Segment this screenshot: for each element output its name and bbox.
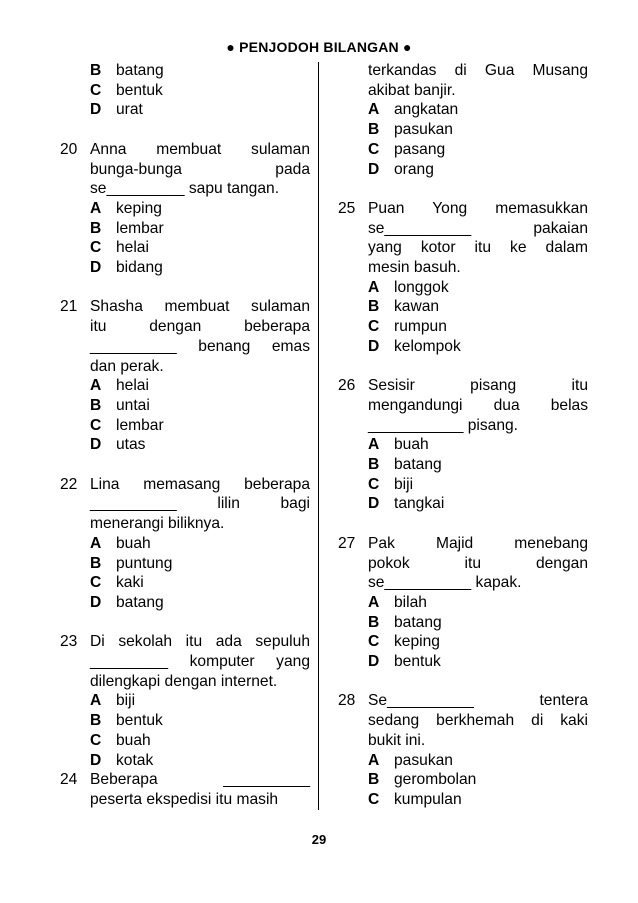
question-19-continuation: [60, 61, 310, 120]
option-text: kaki: [116, 574, 144, 592]
column-divider: [318, 62, 319, 810]
question-number: 23: [60, 633, 78, 651]
option[interactable]: [368, 140, 588, 160]
option-letter: C: [90, 731, 102, 749]
question-number: 25: [338, 199, 356, 217]
option-letter: D: [368, 337, 380, 355]
option-letter: C: [368, 140, 380, 158]
option[interactable]: [368, 337, 588, 357]
option-letter: C: [368, 790, 380, 808]
option-text: bilah: [394, 593, 427, 611]
question-20: [60, 140, 310, 278]
option[interactable]: [90, 711, 310, 731]
option-text: kelompok: [394, 337, 461, 355]
option-letter: B: [90, 396, 102, 414]
option[interactable]: [368, 120, 588, 140]
option-letter: A: [368, 278, 380, 296]
option[interactable]: [90, 376, 310, 396]
stem-line: __________ lilin bagi: [90, 495, 310, 513]
stem-line: dan perak.: [90, 357, 164, 375]
option[interactable]: [368, 475, 588, 495]
left-column: [60, 61, 310, 810]
stem-line: Lina memasang beberapa: [90, 475, 310, 493]
stem-line: mesin basuh.: [368, 259, 461, 277]
stem-line: Sesisir pisang itu: [368, 377, 588, 395]
option[interactable]: [90, 396, 310, 416]
question-stem: [368, 61, 588, 100]
stem-line: terkandas di Gua Musang: [368, 62, 588, 79]
option[interactable]: [90, 81, 310, 101]
option[interactable]: [90, 534, 310, 554]
option-letter: B: [368, 121, 380, 139]
stem-line: se__________ pakaian: [368, 219, 588, 237]
option-letter: A: [90, 199, 102, 217]
stem-line: sedang berkhemah di kaki: [368, 712, 588, 730]
stem-line: Se__________ tentera: [368, 692, 588, 710]
option[interactable]: [90, 199, 310, 219]
option[interactable]: [368, 613, 588, 633]
stem-line: dilengkapi dengan internet.: [90, 672, 278, 690]
option-letter: B: [90, 219, 102, 237]
option[interactable]: [368, 455, 588, 475]
option-text: tangkai: [394, 495, 445, 513]
question-number: 24: [60, 771, 78, 789]
option-text: batang: [116, 593, 164, 611]
page-number: 29: [311, 832, 327, 847]
option-letter: A: [368, 436, 380, 454]
option-letter: D: [368, 653, 380, 671]
option[interactable]: [368, 100, 588, 120]
option-text: longgok: [394, 278, 449, 296]
option[interactable]: [368, 652, 588, 672]
option[interactable]: [90, 100, 310, 120]
option[interactable]: [368, 317, 588, 337]
stem-line: yang kotor itu ke dalam: [368, 239, 588, 257]
option-text: bentuk: [394, 653, 441, 671]
question-stem: [368, 376, 588, 435]
option-text: buah: [116, 534, 151, 552]
option-text: batang: [394, 456, 442, 474]
option-text: pasang: [394, 140, 446, 158]
option[interactable]: [90, 554, 310, 574]
stem-line: Shasha membuat sulaman: [90, 298, 310, 316]
option-text: angkatan: [394, 101, 459, 119]
option-letter: C: [368, 633, 380, 651]
option[interactable]: [368, 632, 588, 652]
stem-line: Puan Yong memasukkan: [368, 199, 588, 217]
question-stem: [90, 140, 310, 199]
question-stem: [368, 691, 588, 750]
option-text: utas: [116, 436, 146, 454]
option-text: pasukan: [394, 121, 453, 139]
option-letter: A: [90, 534, 102, 552]
question-stem: [90, 475, 310, 534]
stem-line: peserta ekspedisi itu masih: [90, 790, 279, 808]
right-column: [338, 61, 588, 810]
stem-line: akibat banjir.: [368, 81, 456, 99]
option-letter: C: [90, 239, 102, 257]
option-letter: D: [90, 593, 102, 611]
option-letter: D: [368, 495, 380, 513]
option-text: bentuk: [116, 81, 163, 99]
question-stem: [90, 632, 310, 691]
option-letter: D: [90, 259, 102, 277]
option-letter: A: [90, 692, 102, 710]
option-letter: C: [90, 81, 102, 99]
question-number: 28: [338, 692, 356, 710]
stem-line: itu dengan beberapa: [90, 318, 310, 336]
stem-line: bukit ini.: [368, 731, 426, 749]
option[interactable]: [90, 416, 310, 436]
option-text: bidang: [116, 259, 163, 277]
question-25: [338, 199, 588, 357]
option-text: helai: [116, 239, 149, 257]
stem-line: Di sekolah itu ada sepuluh: [90, 633, 310, 651]
option[interactable]: [368, 751, 588, 771]
stem-line: bunga-bunga pada: [90, 160, 310, 178]
stem-line: se__________ kapak.: [368, 574, 522, 592]
page-header: ● PENJODOH BILANGAN ●: [226, 39, 412, 55]
option-letter: B: [90, 62, 102, 79]
option[interactable]: [90, 61, 310, 81]
option-text: helai: [116, 377, 149, 395]
option-text: rumpun: [394, 318, 447, 336]
option[interactable]: [90, 593, 310, 613]
option-text: orang: [394, 160, 434, 178]
option-letter: B: [368, 456, 380, 474]
stem-line: _________ komputer yang: [90, 653, 310, 671]
question-stem: [90, 297, 310, 376]
option[interactable]: [90, 573, 310, 593]
option[interactable]: [368, 770, 588, 790]
question-number: 26: [338, 377, 356, 395]
option-text: keping: [394, 633, 440, 651]
option-text: buah: [394, 436, 429, 454]
option[interactable]: [368, 593, 588, 613]
option[interactable]: [90, 238, 310, 258]
option-text: urat: [116, 101, 143, 119]
option-letter: D: [90, 101, 102, 119]
option-letter: B: [368, 298, 380, 316]
option[interactable]: [368, 790, 588, 810]
option-letter: A: [368, 593, 380, 611]
option-letter: B: [90, 712, 102, 730]
option-text: biji: [394, 475, 414, 493]
option-letter: C: [90, 416, 102, 434]
option-letter: B: [90, 554, 102, 572]
option-letter: D: [90, 436, 102, 454]
option-text: biji: [116, 692, 136, 710]
option-letter: A: [90, 377, 102, 395]
question-stem: [368, 534, 588, 593]
option-text: bentuk: [116, 712, 163, 730]
option-letter: C: [368, 318, 380, 336]
stem-line: Beberapa __________: [90, 771, 310, 789]
option-text: kotak: [116, 751, 154, 769]
question-26: [338, 376, 588, 514]
option[interactable]: [368, 494, 588, 514]
stem-line: pokok itu dengan: [368, 554, 588, 572]
question-number: 20: [60, 140, 78, 158]
stem-line: Anna membuat sulaman: [90, 140, 310, 158]
option[interactable]: [368, 435, 588, 455]
option-text: kawan: [394, 298, 440, 316]
question-22: [60, 475, 310, 613]
option[interactable]: [90, 751, 310, 771]
option[interactable]: [368, 160, 588, 180]
question-number: 27: [338, 534, 356, 552]
option[interactable]: [90, 691, 310, 711]
question-number: 22: [60, 475, 78, 493]
stem-line: mengandungi dua belas: [368, 396, 588, 414]
option[interactable]: [368, 297, 588, 317]
option-text: pasukan: [394, 751, 453, 769]
question-number: 21: [60, 298, 78, 316]
stem-line: se_________ sapu tangan.: [90, 180, 280, 198]
stem-line: ___________ pisang.: [368, 416, 519, 434]
option-text: buah: [116, 731, 151, 749]
option[interactable]: [90, 258, 310, 278]
option-text: batang: [394, 613, 442, 631]
question-21: [60, 297, 310, 455]
stem-line: __________ benang emas: [90, 337, 310, 355]
stem-line: menerangi biliknya.: [90, 515, 225, 533]
option-text: lembar: [116, 219, 164, 237]
option-text: keping: [116, 199, 162, 217]
option-text: kumpulan: [394, 790, 462, 808]
stem-line: Pak Majid menebang: [368, 534, 588, 552]
option[interactable]: [90, 731, 310, 751]
option-letter: B: [368, 613, 380, 631]
option-letter: A: [368, 751, 380, 769]
option-text: puntung: [116, 554, 173, 572]
option-letter: C: [368, 475, 380, 493]
option-letter: C: [90, 574, 102, 592]
option-text: batang: [116, 62, 164, 79]
option-letter: A: [368, 101, 380, 119]
question-stem: [368, 199, 588, 278]
option-letter: D: [368, 160, 380, 178]
option-letter: B: [368, 771, 380, 789]
option-letter: D: [90, 751, 102, 769]
option-text: untai: [116, 396, 150, 414]
option[interactable]: [90, 435, 310, 455]
question-23: [60, 632, 310, 770]
option-text: gerombolan: [394, 771, 477, 789]
question-27: [338, 534, 588, 672]
option[interactable]: [90, 219, 310, 239]
option[interactable]: [368, 278, 588, 298]
question-28: [338, 691, 588, 809]
question-stem: [90, 770, 310, 809]
question-24: [60, 770, 310, 809]
question-24-continuation: [338, 61, 588, 179]
option-text: lembar: [116, 416, 164, 434]
